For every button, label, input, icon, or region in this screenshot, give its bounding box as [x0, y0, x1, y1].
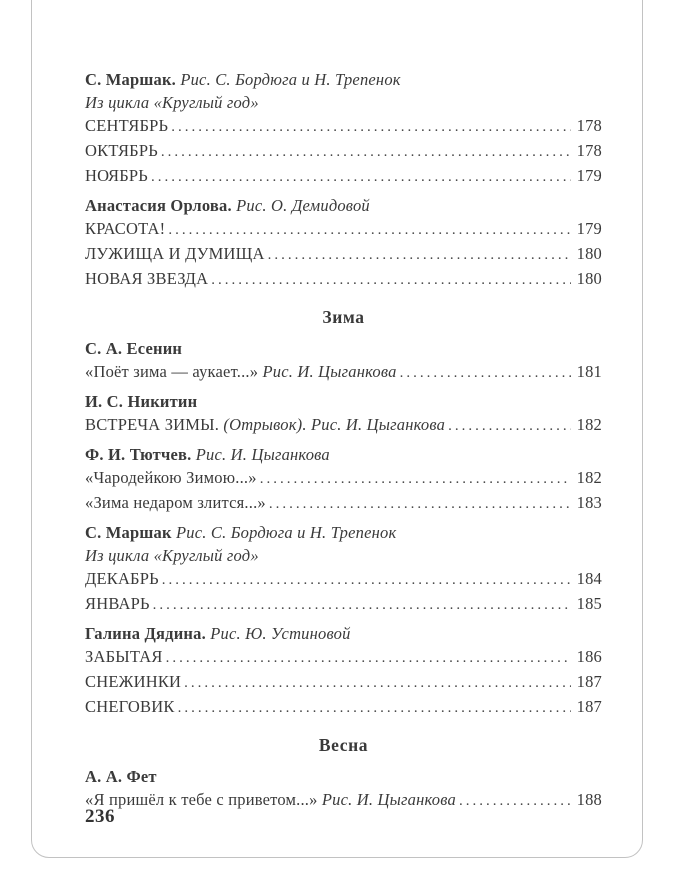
toc-author-line	[85, 443, 602, 466]
title-text: «Я пришёл к тебе с приветом...»	[85, 790, 322, 809]
toc-line-text	[85, 114, 168, 137]
toc-entry	[85, 592, 602, 617]
toc-page-number: 187	[576, 672, 602, 691]
toc-line-text	[85, 413, 445, 436]
illustrator-credit-text: Рис. О. Демидовой	[236, 196, 370, 215]
toc-author-line	[85, 390, 602, 413]
illustrator-credit-text: Рис. С. Бордюга и Н. Трепенок	[180, 70, 401, 89]
toc-line-text	[85, 70, 401, 89]
toc-line-text	[85, 523, 396, 542]
toc-entry	[85, 360, 602, 385]
toc-line-text	[319, 735, 368, 755]
illustrator-credit-text: Из цикла «Круглый год»	[85, 93, 259, 112]
toc-line-text	[85, 392, 197, 411]
toc-line-text	[85, 267, 208, 290]
toc	[85, 68, 602, 813]
toc-author-line	[85, 68, 602, 91]
section-heading	[85, 734, 602, 757]
illustrator-credit-text: (Отрывок). Рис. И. Цыганкова	[223, 415, 446, 434]
title-text: «Чародейкою Зимою...»	[85, 468, 257, 487]
toc-line-text	[85, 567, 159, 590]
toc-entry	[85, 695, 602, 720]
illustrator-credit-text: Рис. И. Цыганкова	[262, 362, 397, 381]
toc-author-line	[85, 194, 602, 217]
toc-page-number: 183	[576, 493, 602, 512]
dot-leader	[171, 114, 571, 139]
toc-line-text	[85, 546, 259, 565]
toc-page-number: 186	[576, 647, 602, 666]
toc-page-number: 182	[576, 468, 602, 487]
title-text: ОКТЯБРЬ	[85, 141, 158, 160]
toc-author-line	[85, 622, 602, 645]
page-number: 236	[85, 806, 115, 827]
toc-page-number: 178	[576, 141, 602, 160]
dot-leader	[153, 592, 571, 617]
illustrator-credit-text: Из цикла «Круглый год»	[85, 546, 259, 565]
title-text: ЛУЖИЩА И ДУМИЩА	[85, 244, 265, 263]
title-text: ВСТРЕЧА ЗИМЫ.	[85, 415, 224, 434]
author-name-text: С. Маршак.	[85, 70, 181, 89]
toc-entry	[85, 242, 602, 267]
toc-entry	[85, 645, 602, 670]
toc-page-number: 188	[576, 790, 602, 809]
toc-line-text	[85, 624, 351, 643]
toc-line-text	[85, 242, 265, 265]
toc-line-text	[322, 307, 364, 327]
illustrator-credit-text: Рис. С. Бордюга и Н. Трепенок	[175, 523, 397, 542]
toc-entry	[85, 413, 602, 438]
toc-line-text	[85, 695, 175, 718]
dot-leader	[459, 788, 571, 813]
toc-line-text	[85, 360, 397, 383]
title-text: КРАСОТА!	[85, 219, 166, 238]
dot-leader	[168, 217, 571, 242]
toc-line-text	[85, 196, 370, 215]
toc-entry	[85, 788, 602, 813]
author-name-text: Ф. И. Тютчев.	[85, 445, 196, 464]
author-name-text: И. С. Никитин	[85, 392, 198, 411]
dot-leader	[448, 413, 571, 438]
author-name-text: Зима	[322, 307, 365, 327]
title-text: «Поёт зима — аукает...»	[85, 362, 263, 381]
toc-line-text	[85, 217, 165, 240]
dot-leader	[166, 645, 571, 670]
toc-line-text	[85, 93, 259, 112]
toc-page-number: 182	[576, 415, 602, 434]
toc-entry	[85, 567, 602, 592]
toc-page-number: 185	[576, 594, 602, 613]
toc-page-number: 187	[576, 697, 602, 716]
toc-line-text	[85, 767, 157, 786]
section-heading	[85, 306, 602, 329]
toc-line-text	[85, 592, 150, 615]
toc-page-number: 184	[576, 569, 602, 588]
toc-entry	[85, 217, 602, 242]
title-text: ЗАБЫТАЯ	[85, 647, 163, 666]
toc-page-number: 181	[576, 362, 602, 381]
toc-page-number: 180	[576, 244, 602, 263]
toc-line-text	[85, 445, 330, 464]
toc-line-text	[85, 339, 182, 358]
toc-line-text	[85, 139, 158, 162]
author-name-text: Галина Дядина.	[85, 624, 211, 643]
toc-entry	[85, 114, 602, 139]
dot-leader	[162, 567, 571, 592]
toc-line-text	[85, 788, 456, 811]
toc-cycle-line	[85, 544, 602, 567]
author-name-text: Анастасия Орлова.	[85, 196, 237, 215]
toc-page-number: 179	[576, 166, 602, 185]
title-text: СЕНТЯБРЬ	[85, 116, 169, 135]
author-name-text: А. А. Фет	[85, 767, 157, 786]
dot-leader	[161, 139, 571, 164]
toc-line-text	[85, 491, 266, 514]
title-text: СНЕЖИНКИ	[85, 672, 182, 691]
toc-author-line	[85, 765, 602, 788]
author-name-text: Весна	[318, 735, 369, 755]
dot-leader	[268, 242, 571, 267]
toc-line-text	[85, 164, 148, 187]
toc-line-text	[85, 670, 181, 693]
toc-line-text	[85, 645, 163, 668]
title-text: СНЕГОВИК	[85, 697, 175, 716]
dot-leader	[151, 164, 571, 189]
illustrator-credit-text: Рис. И. Цыганкова	[321, 790, 456, 809]
toc-entry	[85, 164, 602, 189]
author-name-text: С. Маршак	[85, 523, 176, 542]
dot-leader	[211, 267, 571, 292]
toc-page-number: 180	[576, 269, 602, 288]
title-text: ДЕКАБРЬ	[85, 569, 159, 588]
toc-author-line	[85, 521, 602, 544]
title-text: НОВАЯ ЗВЕЗДА	[85, 269, 209, 288]
title-text: ЯНВАРЬ	[85, 594, 150, 613]
title-text: «Зима недаром злится...»	[85, 493, 266, 512]
toc-cycle-line	[85, 91, 602, 114]
toc-line-text	[85, 466, 257, 489]
toc-entry	[85, 670, 602, 695]
author-name-text: С. А. Есенин	[85, 339, 183, 358]
illustrator-credit-text: Рис. И. Цыганкова	[195, 445, 330, 464]
dot-leader	[269, 491, 571, 516]
toc-entry	[85, 267, 602, 292]
dot-leader	[178, 695, 571, 720]
toc-author-line	[85, 337, 602, 360]
title-text: НОЯБРЬ	[85, 166, 148, 185]
toc-entry	[85, 139, 602, 164]
dot-leader	[184, 670, 571, 695]
toc-page-number: 178	[576, 116, 602, 135]
toc-entry	[85, 491, 602, 516]
dot-leader	[260, 466, 571, 491]
illustrator-credit-text: Рис. Ю. Устиновой	[210, 624, 351, 643]
toc-page-number: 179	[576, 219, 602, 238]
dot-leader	[400, 360, 571, 385]
toc-entry	[85, 466, 602, 491]
